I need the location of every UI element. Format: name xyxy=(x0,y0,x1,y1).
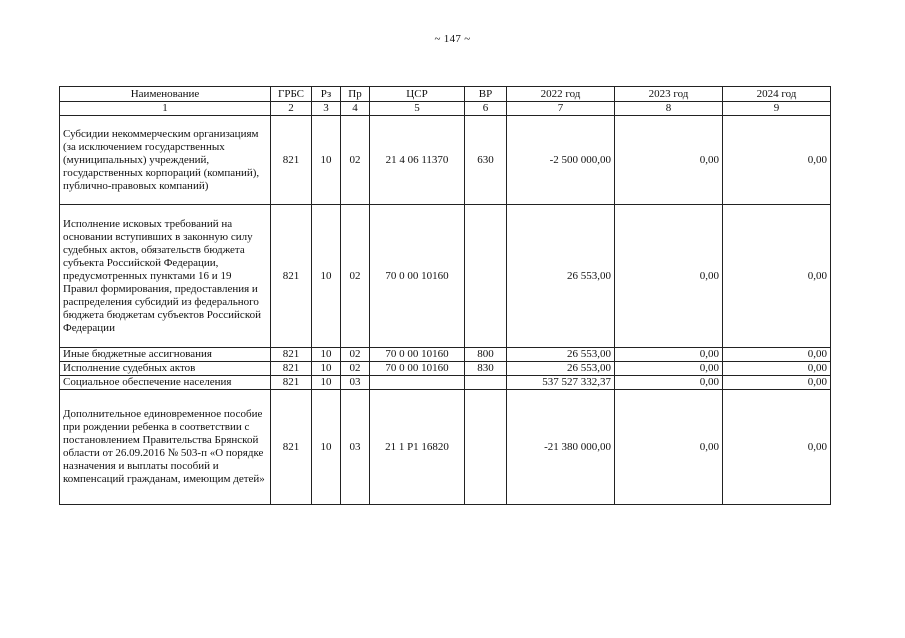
row-csr: 70 0 00 10160 xyxy=(370,348,465,362)
table-row xyxy=(60,376,831,390)
header-cell: ГРБС xyxy=(271,87,312,102)
row-vr xyxy=(465,376,507,390)
row-2023: 0,00 xyxy=(615,348,723,362)
column-number: 7 xyxy=(507,102,615,116)
header-cell: ВР xyxy=(465,87,507,102)
row-vr: 800 xyxy=(465,348,507,362)
row-grbs: 821 xyxy=(271,116,312,205)
row-rz: 10 xyxy=(312,376,341,390)
header-cell: ЦСР xyxy=(370,87,465,102)
row-pr: 02 xyxy=(341,116,370,205)
header-cell: Наименование xyxy=(60,87,271,102)
row-2022: 537 527 332,37 xyxy=(507,376,615,390)
row-name: Субсидии некоммерческим организациям (за исключением государственных (муниципальных) учреждений, государственных корпораций (компаний), публично-правовых компаний) xyxy=(60,116,271,205)
row-grbs: 821 xyxy=(271,376,312,390)
budget-table xyxy=(59,86,831,505)
row-2023: 0,00 xyxy=(615,116,723,205)
column-number-row xyxy=(60,102,831,116)
row-2022: 26 553,00 xyxy=(507,205,615,348)
row-vr xyxy=(465,390,507,505)
header-cell: 2022 год xyxy=(507,87,615,102)
row-2023: 0,00 xyxy=(615,390,723,505)
row-pr: 02 xyxy=(341,348,370,362)
row-2022: 26 553,00 xyxy=(507,348,615,362)
row-grbs: 821 xyxy=(271,362,312,376)
row-name: Социальное обеспечение населения xyxy=(60,376,271,390)
row-pr: 03 xyxy=(341,390,370,505)
column-number: 1 xyxy=(60,102,271,116)
column-number: 9 xyxy=(723,102,831,116)
table-row xyxy=(60,116,831,205)
table-row xyxy=(60,390,831,505)
column-number: 5 xyxy=(370,102,465,116)
row-rz: 10 xyxy=(312,205,341,348)
row-name: Исполнение исковых требований на основании вступивших в законную силу судебных актов, обязательств бюджета субъекта Российской Федерации, предусмотренных пунктами 16 и 19 Правил формирования, предоставления и распределения субсидий из федерального бюджета бюджетам субъектов Российской Федерации xyxy=(60,205,271,348)
row-vr: 630 xyxy=(465,116,507,205)
column-number: 6 xyxy=(465,102,507,116)
row-rz: 10 xyxy=(312,362,341,376)
row-csr: 21 1 P1 16820 xyxy=(370,390,465,505)
row-2024: 0,00 xyxy=(723,116,831,205)
table-row xyxy=(60,205,831,348)
row-csr: 21 4 06 11370 xyxy=(370,116,465,205)
row-csr xyxy=(370,376,465,390)
row-2024: 0,00 xyxy=(723,362,831,376)
row-2023: 0,00 xyxy=(615,376,723,390)
row-pr: 02 xyxy=(341,362,370,376)
row-vr: 830 xyxy=(465,362,507,376)
row-name: Иные бюджетные ассигнования xyxy=(60,348,271,362)
column-number: 3 xyxy=(312,102,341,116)
table-row xyxy=(60,348,831,362)
table-row xyxy=(60,362,831,376)
column-number: 8 xyxy=(615,102,723,116)
row-grbs: 821 xyxy=(271,348,312,362)
row-name: Исполнение судебных актов xyxy=(60,362,271,376)
row-name: Дополнительное единовременное пособие при рождении ребенка в соответствии с постановлением Правительства Брянской области от 26.09.2016 № 503-п «О порядке назначения и выплаты пособий и компенсаций гражданам, имеющим детей» xyxy=(60,390,271,505)
row-2024: 0,00 xyxy=(723,376,831,390)
row-2024: 0,00 xyxy=(723,205,831,348)
column-number: 4 xyxy=(341,102,370,116)
row-2022: 26 553,00 xyxy=(507,362,615,376)
row-grbs: 821 xyxy=(271,205,312,348)
header-cell: 2024 год xyxy=(723,87,831,102)
row-2022: -2 500 000,00 xyxy=(507,116,615,205)
row-csr: 70 0 00 10160 xyxy=(370,362,465,376)
row-grbs: 821 xyxy=(271,390,312,505)
header-cell: Пр xyxy=(341,87,370,102)
row-2023: 0,00 xyxy=(615,205,723,348)
header-cell: Рз xyxy=(312,87,341,102)
header-row xyxy=(60,87,831,102)
page-number: ~ 147 ~ xyxy=(434,33,471,45)
column-number: 2 xyxy=(271,102,312,116)
row-2024: 0,00 xyxy=(723,390,831,505)
row-csr: 70 0 00 10160 xyxy=(370,205,465,348)
row-rz: 10 xyxy=(312,348,341,362)
header-cell: 2023 год xyxy=(615,87,723,102)
row-rz: 10 xyxy=(312,116,341,205)
row-rz: 10 xyxy=(312,390,341,505)
row-2022: -21 380 000,00 xyxy=(507,390,615,505)
row-2023: 0,00 xyxy=(615,362,723,376)
row-2024: 0,00 xyxy=(723,348,831,362)
row-pr: 03 xyxy=(341,376,370,390)
row-pr: 02 xyxy=(341,205,370,348)
row-vr xyxy=(465,205,507,348)
